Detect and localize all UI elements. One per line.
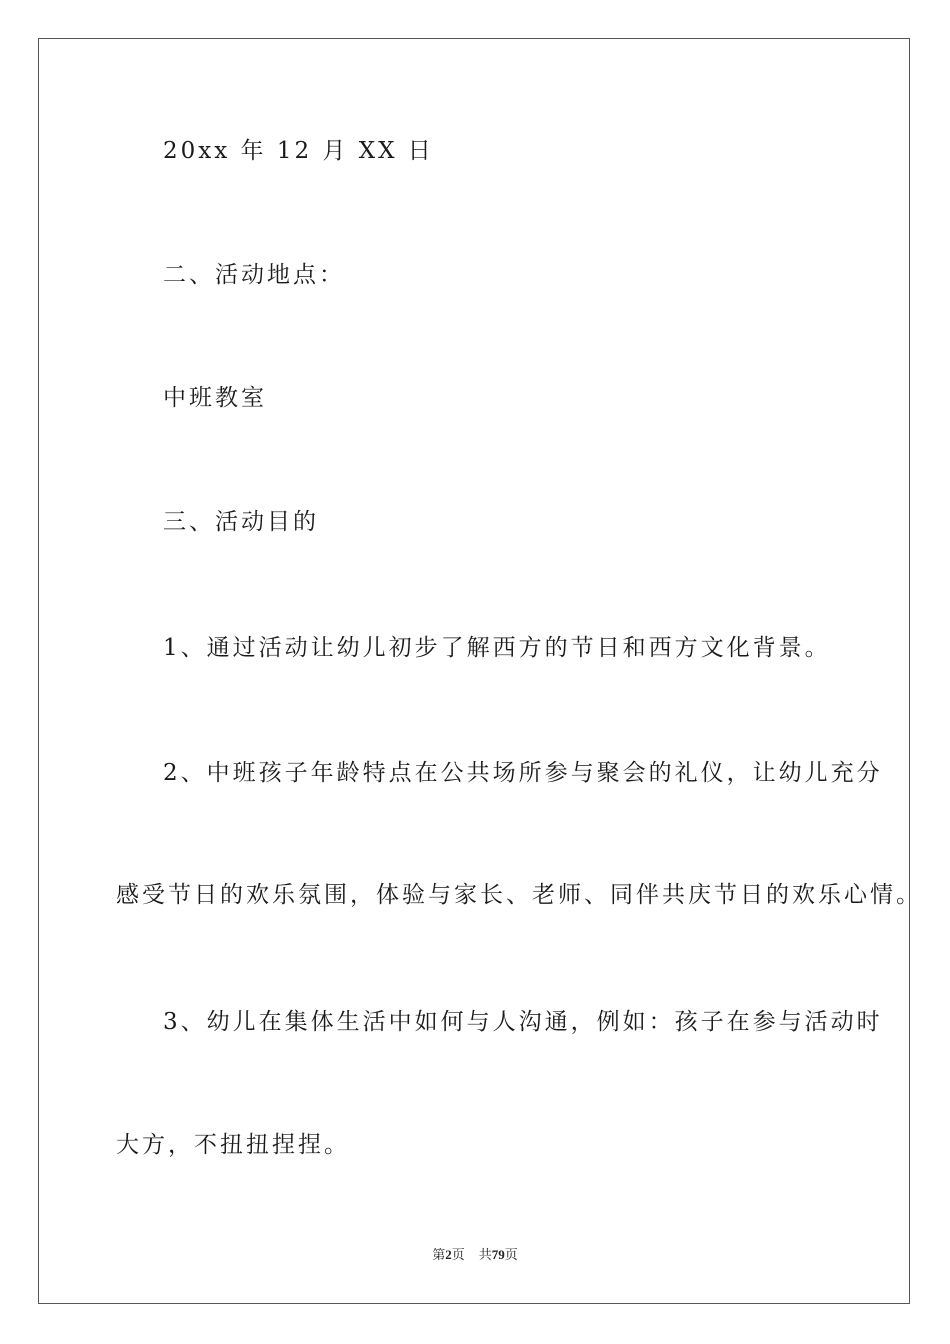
purpose-item-1: 1、通过活动让幼儿初步了解西方的节日和西方文化背景。 bbox=[163, 635, 831, 661]
purpose-item-2: 2、中班孩子年龄特点在公共场所参与聚会的礼仪，让幼儿充分 bbox=[163, 760, 883, 786]
page-border bbox=[38, 38, 910, 1304]
footer-total-suffix: 页 bbox=[504, 1247, 518, 1262]
purpose-item-3: 3、幼儿在集体生活中如何与人沟通，例如：孩子在参与活动时 bbox=[163, 1009, 883, 1035]
date-line: 20xx 年 12 月 XX 日 bbox=[163, 138, 434, 164]
section-heading-location: 二、活动地点： bbox=[163, 262, 345, 288]
footer-total-prefix: 共 bbox=[478, 1247, 492, 1262]
footer-page-suffix: 页 bbox=[451, 1247, 465, 1262]
footer-page-number: 2 bbox=[445, 1247, 452, 1262]
section-heading-purpose: 三、活动目的 bbox=[163, 509, 319, 535]
purpose-item-3-continued: 大方，不扭扭捏捏。 bbox=[116, 1132, 350, 1158]
page-footer bbox=[0, 1244, 950, 1263]
footer-page-prefix: 第 bbox=[432, 1247, 446, 1262]
footer-total-pages: 79 bbox=[491, 1247, 505, 1262]
location-text: 中班教室 bbox=[163, 385, 267, 411]
purpose-item-2-continued: 感受节日的欢乐氛围，体验与家长、老师、同伴共庆节日的欢乐心情。 bbox=[116, 882, 922, 908]
